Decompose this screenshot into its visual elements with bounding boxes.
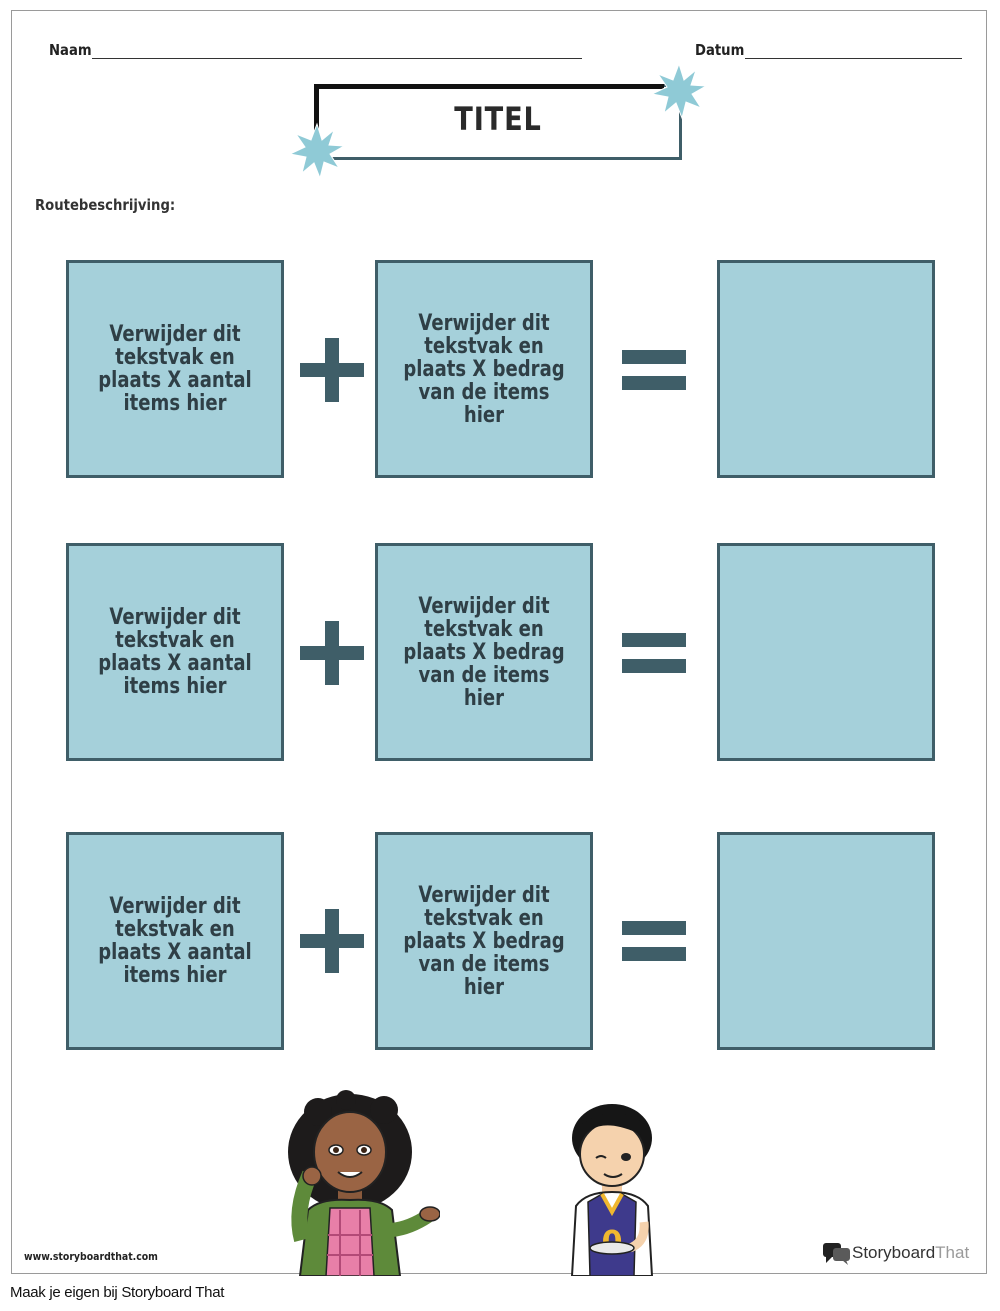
name-label: Naam xyxy=(49,41,92,59)
date-field[interactable] xyxy=(745,58,962,59)
instructions-label: Routebeschrijving: xyxy=(35,196,176,214)
amount-placeholder-text[interactable]: Verwijder dit tekstvak en plaats X bedrag van de items hier xyxy=(403,882,565,1000)
quantity-placeholder-text[interactable]: Verwijder dit tekstvak en plaats X aantal items hier xyxy=(98,322,252,416)
plus-icon xyxy=(300,338,364,402)
result-box[interactable] xyxy=(717,543,935,761)
star-icon xyxy=(650,62,708,120)
quantity-box[interactable] xyxy=(66,543,284,761)
amount-placeholder-text[interactable]: Verwijder dit tekstvak en plaats X bedrag van de items hier xyxy=(403,310,565,428)
boy-character-illustration[interactable] xyxy=(566,1102,662,1276)
title-box-shadow xyxy=(314,84,664,89)
name-field[interactable] xyxy=(92,58,582,59)
star-icon xyxy=(288,122,346,180)
storyboardthat-url[interactable]: www.storyboardthat.com xyxy=(24,1250,158,1263)
girl-character-illustration[interactable] xyxy=(280,1090,440,1276)
amount-box[interactable] xyxy=(375,260,593,478)
page-title[interactable]: TITEL xyxy=(454,100,542,138)
brand-that-text: That xyxy=(935,1243,970,1262)
equals-icon xyxy=(622,350,686,392)
quantity-box[interactable] xyxy=(66,832,284,1050)
quantity-box[interactable] xyxy=(66,260,284,478)
result-box[interactable] xyxy=(717,832,935,1050)
plus-icon xyxy=(300,621,364,685)
quantity-placeholder-text[interactable]: Verwijder dit tekstvak en plaats X aantal items hier xyxy=(98,605,252,699)
plus-icon xyxy=(300,909,364,973)
made-with-storyboardthat-text[interactable]: Maak je eigen bij Storyboard That xyxy=(10,1284,225,1301)
storyboardthat-logo-icon xyxy=(822,1241,852,1265)
result-box[interactable] xyxy=(717,260,935,478)
equals-icon xyxy=(622,921,686,963)
amount-box[interactable] xyxy=(375,832,593,1050)
amount-box[interactable] xyxy=(375,543,593,761)
storyboardthat-logo[interactable] xyxy=(822,1241,969,1265)
brand-story-text: Storyboard xyxy=(852,1243,936,1262)
amount-placeholder-text[interactable]: Verwijder dit tekstvak en plaats X bedrag van de items hier xyxy=(403,593,565,711)
date-label: Datum xyxy=(695,41,745,59)
quantity-placeholder-text[interactable]: Verwijder dit tekstvak en plaats X aantal items hier xyxy=(98,894,252,988)
equals-icon xyxy=(622,633,686,675)
